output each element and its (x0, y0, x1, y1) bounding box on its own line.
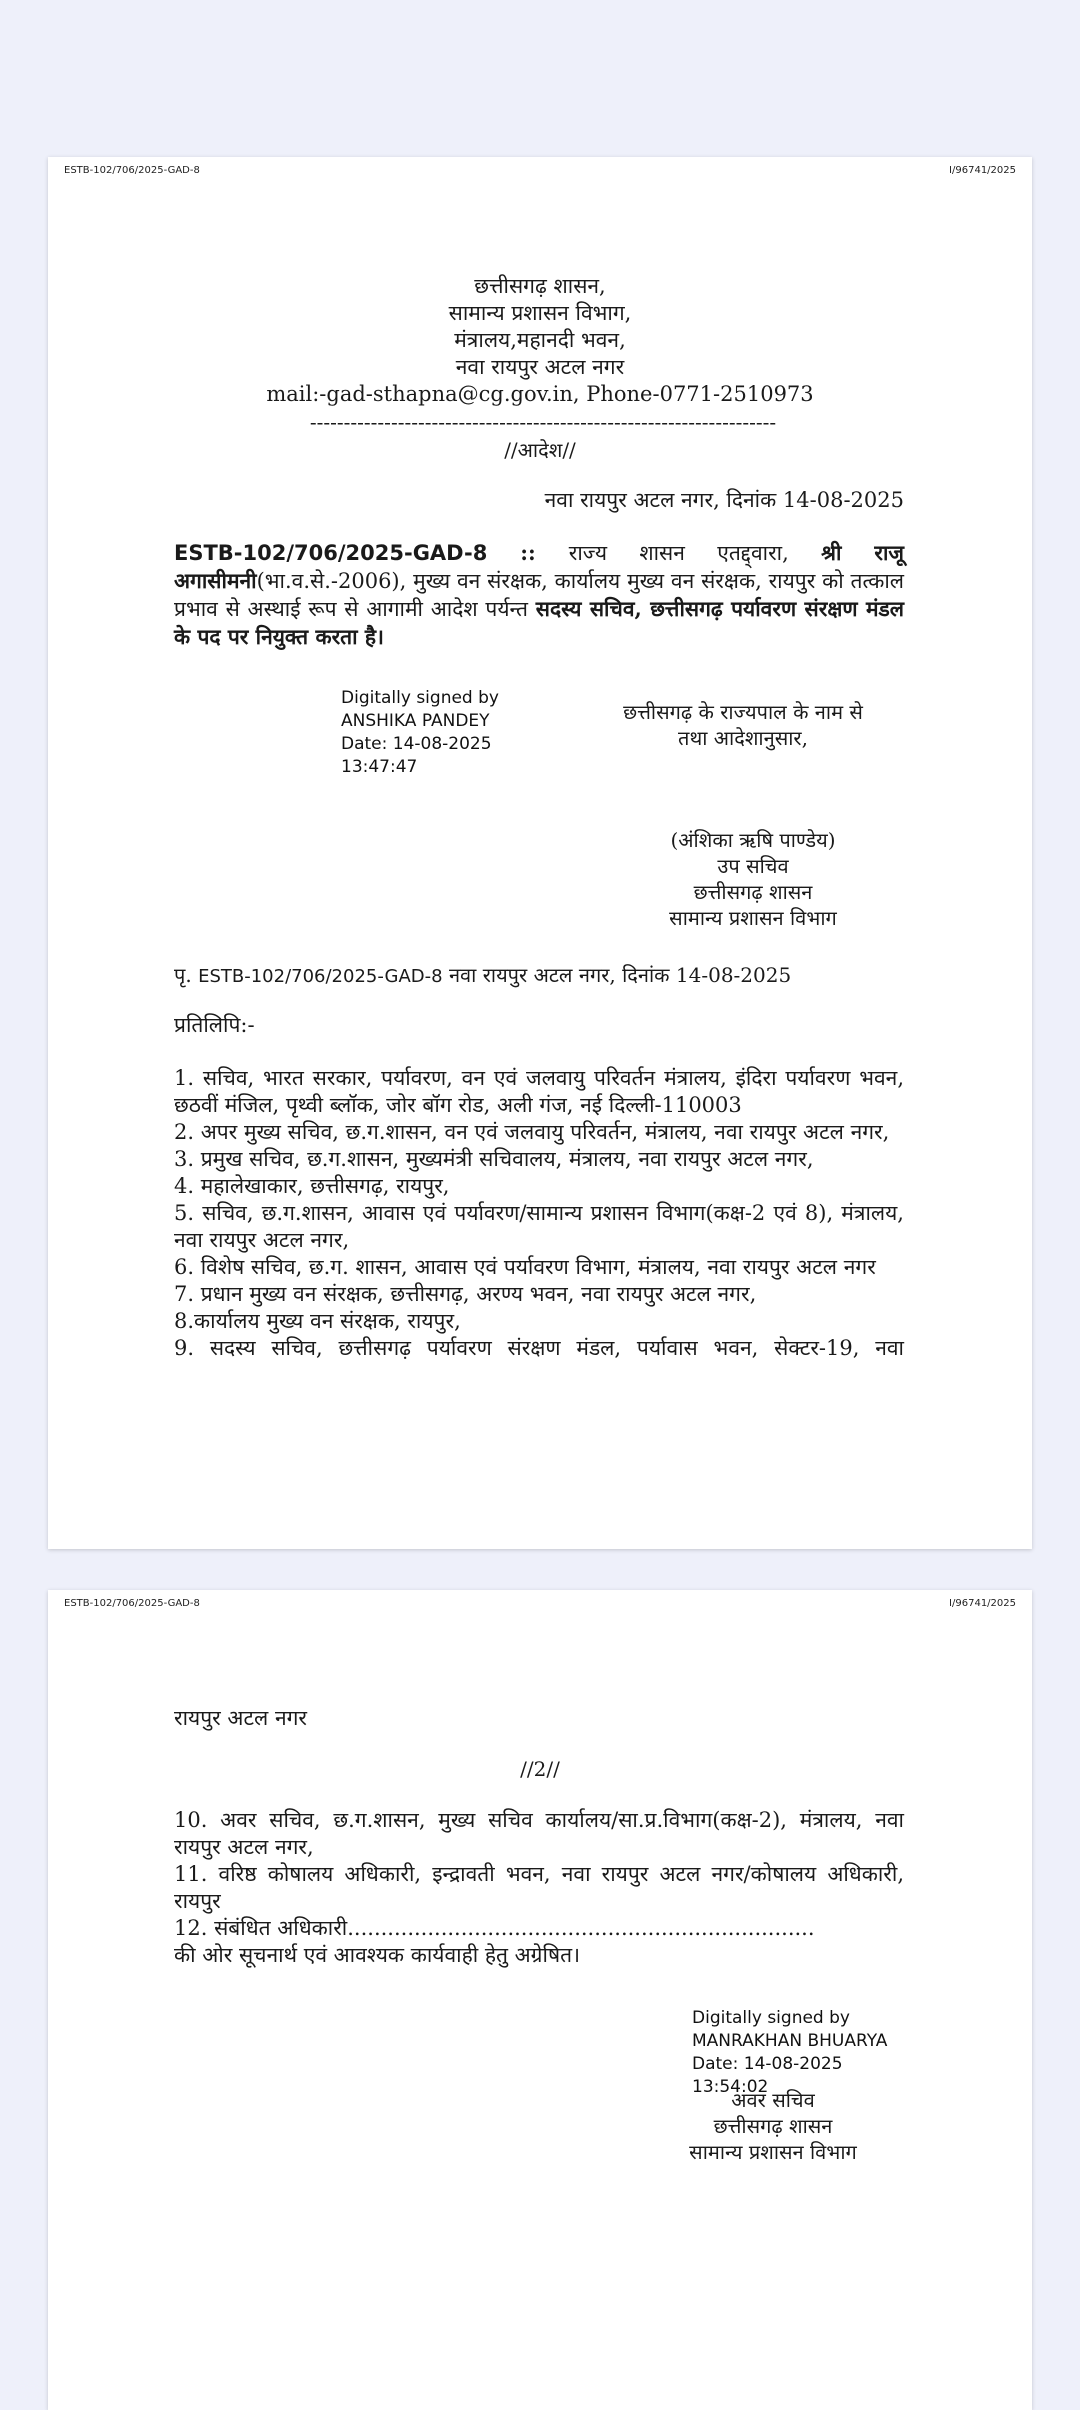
signatory-line: छत्तीसगढ़ शासन (713, 2114, 833, 2138)
letterhead-line: मंत्रालय,महानदी भवन, (454, 328, 626, 352)
list-item: 10. अवर सचिव, छ.ग.शासन, मुख्य सचिव कार्यालय/सा.प्र.विभाग(कक्ष-2), मंत्रालय, नवा रायपुर अटल नगर, (174, 1808, 904, 1859)
digital-signature-line: Digitally signed by (692, 2008, 850, 2028)
document-page-2 (48, 1590, 1032, 2410)
digital-signature-time: 13:54:02 (692, 2077, 769, 2097)
signatory-line: सामान्य प्रशासन विभाग (669, 906, 837, 930)
order-file-number: ESTB-102/706/2025-GAD-8 (174, 541, 488, 565)
digital-signature-time: 13:47:47 (341, 757, 418, 777)
copy-list (174, 1807, 904, 1969)
digital-signature-date: Date: 14-08-2025 (692, 2054, 843, 2074)
endorsement-line (174, 962, 791, 990)
signatory-block (623, 2087, 923, 2165)
list-item: 9. सदस्य सचिव, छत्तीसगढ़ पर्यावरण संरक्षण मंडल, पर्यावास भवन, सेक्टर-19, नवा (174, 1336, 904, 1360)
digital-signature-block (692, 2007, 887, 2099)
endorsement-place-date: नवा रायपुर अटल नगर, दिनांक 14-08-2025 (442, 963, 792, 987)
digital-signature-name: MANRAKHAN BHUARYA (692, 2031, 888, 2051)
letterhead-line: छत्तीसगढ़ शासन, (474, 274, 606, 298)
page-number: //2// (520, 1757, 560, 1781)
list-item: 2. अपर मुख्य सचिव, छ.ग.शासन, वन एवं जलवायु परिवर्तन, मंत्रालय, नवा रायपुर अटल नगर, (174, 1120, 890, 1144)
order-body (174, 539, 904, 651)
list-item: 4. महालेखाकार, छत्तीसगढ़, रायपुर, (174, 1174, 450, 1198)
page-header-inward-number: I/96741/2025 (949, 165, 1016, 176)
list-item: 3. प्रमुख सचिव, छ.ग.शासन, मुख्यमंत्री सचिवालय, मंत्रालय, नवा रायपुर अटल नगर, (174, 1147, 814, 1171)
list-item: 12. संबंधित अधिकारी...................................................................... (174, 1916, 815, 1940)
officer-name: श्री राजू अगासीमनी (174, 540, 904, 593)
order-separator: :: (487, 540, 569, 565)
governor-line: तथा आदेशानुसार, (678, 726, 808, 750)
appointed-post: सदस्य सचिव, छत्तीसगढ़ पर्यावरण संरक्षण मंडल के पद पर नियुक्त करता है। (174, 596, 904, 649)
page-header-file-number: ESTB-102/706/2025-GAD-8 (64, 1598, 200, 1609)
page-header-inward-number: I/96741/2025 (949, 1598, 1016, 1609)
list-item: 1. सचिव, भारत सरकार, पर्यावरण, वन एवं जलवायु परिवर्तन मंत्रालय, इंदिरा पर्यावरण भवन, छठवीं मंजिल, पृथ्वी ब्लॉक, जोर बॉग रोड, अली गंज, नई दिल्ली-110003 (174, 1066, 904, 1117)
digital-signature-date: Date: 14-08-2025 (341, 734, 492, 754)
forwarding-note: की ओर सूचनार्थ एवं आवश्यक कार्यवाही हेतु अग्रेषित। (174, 1943, 581, 1967)
place-date: नवा रायपुर अटल नगर, दिनांक 14-08-2025 (544, 488, 904, 512)
list-item: 6. विशेष सचिव, छ.ग. शासन, आवास एवं पर्यावरण विभाग, मंत्रालय, नवा रायपुर अटल नगर (174, 1255, 876, 1279)
signatory-designation: उप सचिव (717, 854, 789, 878)
digital-signature-block (341, 687, 499, 779)
list-item: 8.कार्यालय मुख्य वन संरक्षक, रायपुर, (174, 1309, 461, 1333)
order-text: (भा.व.से.-2006), मुख्य वन संरक्षक, कार्यालय मुख्य वन संरक्षक, रायपुर को तत्काल प्रभाव से अस्थाई रूप से आगामी आदेश पर्यन्त (174, 569, 904, 621)
order-title: //आदेश// (504, 438, 576, 462)
signatory-name: (अंशिका ऋषि पाण्डेय) (670, 828, 836, 852)
signatory-line: सामान्य प्रशासन विभाग (689, 2140, 857, 2164)
copy-list (174, 1065, 904, 1362)
letterhead-contact: mail:-gad-sthapna@cg.gov.in, Phone-0771-2510973 (266, 382, 814, 406)
order-text: राज्य शासन एतद्द्वारा, (568, 541, 822, 565)
signatory-line: छत्तीसगढ़ शासन (693, 880, 813, 904)
letterhead-line: नवा रायपुर अटल नगर (455, 355, 625, 379)
signatory-block (588, 827, 918, 931)
digital-signature-name: ANSHIKA PANDEY (341, 711, 490, 731)
endorsement-prefix: पृ. (174, 963, 199, 987)
governor-line: छत्तीसगढ़ के राज्यपाल के नाम से (623, 700, 863, 724)
digital-signature-line: Digitally signed by (341, 688, 499, 708)
list-item: 11. वरिष्ठ कोषालय अधिकारी, इन्द्रावती भवन, नवा रायपुर अटल नगर/कोषालय अधिकारी, रायपुर (174, 1862, 904, 1913)
copy-heading: प्रतिलिपि:- (174, 1013, 255, 1037)
governor-authority (573, 699, 913, 751)
letterhead (48, 273, 1032, 408)
list-item: 7. प्रधान मुख्य वन संरक्षक, छत्तीसगढ़, अरण्य भवन, नवा रायपुर अटल नगर, (174, 1282, 757, 1306)
page-header-file-number: ESTB-102/706/2025-GAD-8 (64, 165, 200, 176)
letterhead-line: सामान्य प्रशासन विभाग, (448, 301, 632, 325)
endorsement-file-number: ESTB-102/706/2025-GAD-8 (198, 966, 443, 987)
continued-address: रायपुर अटल नगर (174, 1706, 308, 1730)
document-page-1 (48, 157, 1032, 1549)
signatory-designation: अवर सचिव (731, 2088, 815, 2112)
list-item: 5. सचिव, छ.ग.शासन, आवास एवं पर्यावरण/सामान्य प्रशासन विभाग(कक्ष-2 एवं 8), मंत्रालय, नवा रायपुर अटल नगर, (174, 1201, 904, 1252)
dashed-separator: --------------------------------------------------------------------- (309, 410, 777, 434)
